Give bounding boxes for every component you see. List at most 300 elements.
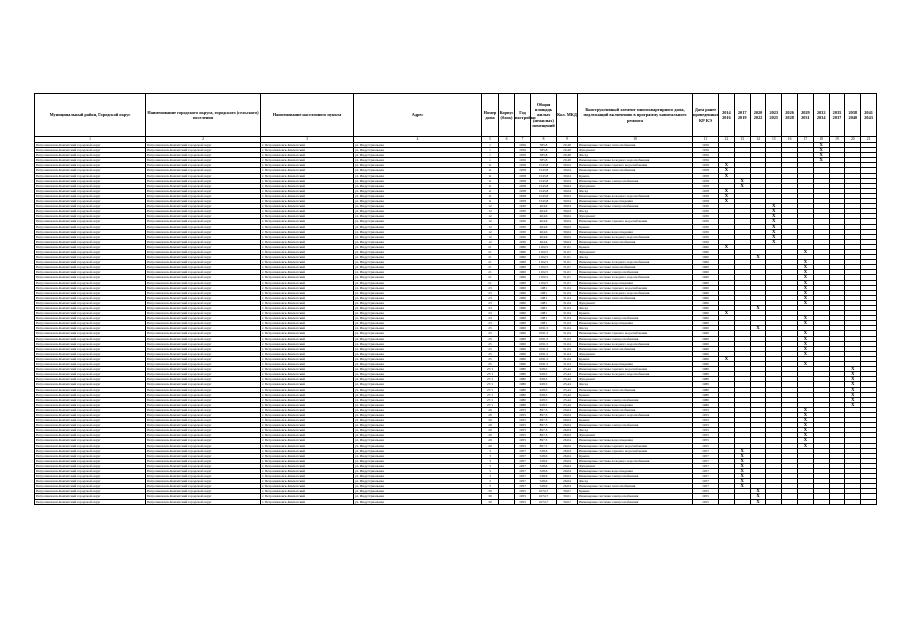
mkd-count-cell: 31,01	[557, 275, 578, 280]
area-cell: 897,3	[531, 433, 557, 438]
mkd-count-cell: 39,04	[557, 224, 578, 229]
period-cell: Х	[750, 255, 766, 260]
area-cell: 1081	[531, 316, 557, 321]
area-cell: 528,6	[531, 474, 557, 479]
settlement-cell: Петропавловск-Камчатский городской округ	[146, 311, 261, 316]
house-number-cell: 3	[482, 469, 499, 474]
settlement-cell: Петропавловск-Камчатский городской округ	[146, 423, 261, 428]
district-cell: Петропавловск-Камчатский городской округ	[35, 229, 146, 234]
period-cell: Х	[813, 148, 829, 153]
period-cell: Х	[845, 392, 861, 397]
previous-repair-date-cell: 1958	[693, 193, 719, 198]
street-cell: ул. Индустриальная	[354, 331, 482, 336]
period-cell: Х	[845, 402, 861, 407]
district-cell: Петропавловск-Камчатский городской округ	[35, 153, 146, 158]
period-cell: Х	[766, 224, 782, 229]
year-built-cell: 1955	[515, 428, 531, 433]
settlement-cell: Петропавловск-Камчатский городской округ	[146, 249, 261, 254]
year-built-cell: 1960	[515, 331, 531, 336]
period-cell: Х	[750, 494, 766, 499]
street-cell: ул. Индустриальная	[354, 199, 482, 204]
district-cell: Петропавловск-Камчатский городской округ	[35, 326, 146, 331]
structural-element-cell: Инженерные системы теплоснабжения	[578, 143, 693, 148]
locality-cell: г. Петропавловск-Камчатский	[261, 183, 354, 188]
year-built-cell: 1930	[515, 219, 531, 224]
period-cell: Х	[797, 438, 813, 443]
structural-element-cell: Фасад	[578, 382, 693, 387]
locality-cell: г. Петропавловск-Камчатский	[261, 311, 354, 316]
area-cell: 897,3	[531, 438, 557, 443]
area-cell: 1102,5	[531, 249, 557, 254]
house-number-cell: 3	[482, 448, 499, 453]
previous-repair-date-cell: 1957	[693, 484, 719, 489]
district-cell: Петропавловск-Камчатский городской округ	[35, 423, 146, 428]
settlement-cell: Петропавловск-Камчатский городской округ	[146, 188, 261, 193]
previous-repair-date-cell: 1960	[693, 244, 719, 249]
settlement-cell: Петропавловск-Камчатский городской округ	[146, 214, 261, 219]
district-cell: Петропавловск-Камчатский городской округ	[35, 199, 146, 204]
mkd-count-cell: 26,04	[557, 448, 578, 453]
mkd-count-cell: 31,04	[557, 362, 578, 367]
district-cell: Петропавловск-Камчатский городской округ	[35, 341, 146, 346]
locality-cell: г. Петропавловск-Камчатский	[261, 285, 354, 290]
structural-element-cell: Фундамент	[578, 377, 693, 382]
area-cell: 897,3	[531, 407, 557, 412]
mkd-count-cell: 26,04	[557, 407, 578, 412]
structural-element-cell: Инженерные системы электроснабжения	[578, 316, 693, 321]
year-built-cell: 1930	[515, 204, 531, 209]
structural-element-cell: Фасад	[578, 255, 693, 260]
district-cell: Петропавловск-Камчатский городской округ	[35, 407, 146, 412]
settlement-cell: Петропавловск-Камчатский городской округ	[146, 158, 261, 163]
street-cell: ул. Индустриальная	[354, 224, 482, 229]
period-cell: Х	[797, 407, 813, 412]
column-number: 7	[515, 137, 531, 143]
mkd-count-cell: 31,04	[557, 306, 578, 311]
period-cell: Х	[719, 199, 735, 204]
house-number-cell: 27/1	[482, 387, 499, 392]
year-built-cell: 1980	[515, 382, 531, 387]
previous-repair-date-cell: 1960	[693, 285, 719, 290]
house-number-cell: 12	[482, 224, 499, 229]
house-number-cell: 29	[482, 423, 499, 428]
street-cell: ул. Индустриальная	[354, 469, 482, 474]
structural-element-cell: Инженерные системы теплоснабжения	[578, 265, 693, 270]
mkd-count-cell: 30,04	[557, 193, 578, 198]
district-cell: Петропавловск-Камчатский городской округ	[35, 239, 146, 244]
previous-repair-date-cell: 1960	[693, 290, 719, 295]
area-cell: 1074,7	[531, 489, 557, 494]
house-number-cell: 30	[482, 489, 499, 494]
period-cell	[813, 499, 829, 504]
house-number-cell: 27/1	[482, 382, 499, 387]
previous-repair-date-cell: 1980	[693, 377, 719, 382]
house-number-cell: 27/1	[482, 377, 499, 382]
district-cell: Петропавловск-Камчатский городской округ	[35, 255, 146, 260]
column-number: 16	[782, 137, 798, 143]
district-cell: Петропавловск-Камчатский городской округ	[35, 280, 146, 285]
district-cell: Петропавловск-Камчатский городской округ	[35, 173, 146, 178]
period-cell: Х	[845, 387, 861, 392]
area-cell: 528,6	[531, 479, 557, 484]
locality-cell: г. Петропавловск-Камчатский	[261, 407, 354, 412]
settlement-cell: Петропавловск-Камчатский городской округ	[146, 489, 261, 494]
settlement-cell: Петропавловск-Камчатский городской округ	[146, 229, 261, 234]
mkd-count-cell: 31,04	[557, 336, 578, 341]
house-number-cell: 21	[482, 255, 499, 260]
mkd-count-cell: 31,04	[557, 285, 578, 290]
street-cell: ул. Индустриальная	[354, 372, 482, 377]
settlement-cell: Петропавловск-Камчатский городской округ	[146, 499, 261, 504]
house-number-cell: 25	[482, 351, 499, 356]
settlement-cell: Петропавловск-Камчатский городской округ	[146, 453, 261, 458]
district-cell: Петропавловск-Камчатский городской округ	[35, 188, 146, 193]
district-cell: Петропавловск-Камчатский городской округ	[35, 224, 146, 229]
locality-cell: г. Петропавловск-Камчатский	[261, 418, 354, 423]
mkd-count-cell: 26,04	[557, 418, 578, 423]
locality-cell: г. Петропавловск-Камчатский	[261, 392, 354, 397]
locality-cell: г. Петропавловск-Камчатский	[261, 356, 354, 361]
year-built-cell: 1980	[515, 397, 531, 402]
locality-cell: г. Петропавловск-Камчатский	[261, 153, 354, 158]
house-number-cell: 27/1	[482, 397, 499, 402]
area-cell: 1081	[531, 306, 557, 311]
structural-element-cell: Фасад	[578, 153, 693, 158]
district-cell: Петропавловск-Камчатский городской округ	[35, 290, 146, 295]
locality-cell: г. Петропавловск-Камчатский	[261, 290, 354, 295]
house-number-cell: 12	[482, 229, 499, 234]
locality-cell: г. Петропавловск-Камчатский	[261, 163, 354, 168]
street-cell: ул. Индустриальная	[354, 239, 482, 244]
mkd-count-cell: 26,04	[557, 469, 578, 474]
structural-element-cell: Инженерные системы холодного водоснабжения	[578, 158, 693, 163]
period-cell: Х	[750, 306, 766, 311]
structural-element-cell: Крыша	[578, 392, 693, 397]
period-cell: Х	[734, 463, 750, 468]
locality-cell: г. Петропавловск-Камчатский	[261, 300, 354, 305]
street-cell: ул. Индустриальная	[354, 316, 482, 321]
period-cell: Х	[797, 433, 813, 438]
structural-element-cell: Крыша	[578, 453, 693, 458]
settlement-cell: Петропавловск-Камчатский городской округ	[146, 204, 261, 209]
locality-cell: г. Петропавловск-Камчатский	[261, 336, 354, 341]
year-built-cell: 1958	[515, 173, 531, 178]
year-built-cell: 1955	[515, 418, 531, 423]
locality-cell: г. Петропавловск-Камчатский	[261, 341, 354, 346]
mkd-count-cell: 25,44	[557, 402, 578, 407]
period-cell: Х	[734, 474, 750, 479]
previous-repair-date-cell: 1955	[693, 423, 719, 428]
district-cell: Петропавловск-Камчатский городской округ	[35, 412, 146, 417]
period-cell: Х	[797, 351, 813, 356]
street-cell: ул. Индустриальная	[354, 346, 482, 351]
structural-element-cell: Инженерные системы холодного водоснабжения	[578, 260, 693, 265]
column-number: 3	[261, 137, 354, 143]
settlement-cell: Петропавловск-Камчатский городской округ	[146, 234, 261, 239]
year-built-cell: 1956	[515, 153, 531, 158]
mkd-count-cell: 20,48	[557, 143, 578, 148]
area-cell: 1081	[531, 285, 557, 290]
year-built-cell: 1958	[515, 188, 531, 193]
structural-element-cell: Инженерные системы электроснабжения	[578, 336, 693, 341]
column-header: 2017 2019	[734, 94, 750, 137]
year-built-cell: 1960	[515, 249, 531, 254]
street-cell: ул. Индустриальная	[354, 244, 482, 249]
structural-element-cell: Инженерные системы электроснабжения	[578, 423, 693, 428]
column-header: Адрес	[354, 94, 482, 137]
locality-cell: г. Петропавловск-Камчатский	[261, 423, 354, 428]
period-cell: Х	[845, 372, 861, 377]
period-cell: Х	[797, 362, 813, 367]
mkd-count-cell: 39,04	[557, 239, 578, 244]
district-cell: Петропавловск-Камчатский городской округ	[35, 479, 146, 484]
house-number-cell: 3	[482, 463, 499, 468]
district-cell: Петропавловск-Камчатский городской округ	[35, 336, 146, 341]
settlement-cell: Петропавловск-Камчатский городской округ	[146, 326, 261, 331]
structural-element-cell: Фундамент	[578, 148, 693, 153]
previous-repair-date-cell: 1930	[693, 229, 719, 234]
street-cell: ул. Индустриальная	[354, 168, 482, 173]
locality-cell: г. Петропавловск-Камчатский	[261, 469, 354, 474]
locality-cell: г. Петропавловск-Камчатский	[261, 362, 354, 367]
column-number: 18	[813, 137, 829, 143]
structural-element-cell: Инженерные системы электроснабжения	[578, 270, 693, 275]
year-built-cell: 1930	[515, 229, 531, 234]
previous-repair-date-cell: 1958	[693, 199, 719, 204]
locality-cell: г. Петропавловск-Камчатский	[261, 306, 354, 311]
structural-element-cell: Фундамент	[578, 351, 693, 356]
locality-cell: г. Петропавловск-Камчатский	[261, 229, 354, 234]
area-cell: 1091,5	[531, 346, 557, 351]
year-built-cell: 1960	[515, 351, 531, 356]
previous-repair-date-cell: 1957	[693, 474, 719, 479]
year-built-cell: 1957	[515, 474, 531, 479]
area-cell: 1102,5	[531, 265, 557, 270]
settlement-cell: Петропавловск-Камчатский городской округ	[146, 463, 261, 468]
street-cell: ул. Индустриальная	[354, 158, 482, 163]
area-cell: 1102,5	[531, 244, 557, 249]
area-cell: 1081	[531, 311, 557, 316]
period-cell: Х	[719, 356, 735, 361]
structural-element-cell: Инженерные системы электроснабжения	[578, 474, 693, 479]
settlement-cell: Петропавловск-Камчатский городской округ	[146, 224, 261, 229]
district-cell: Петропавловск-Камчатский городской округ	[35, 275, 146, 280]
house-number-cell: 29	[482, 418, 499, 423]
street-cell: ул. Индустриальная	[354, 173, 482, 178]
structural-element-cell: Инженерные системы водоотведения	[578, 229, 693, 234]
year-built-cell: 1957	[515, 453, 531, 458]
column-header: Наименование населенного пункта	[261, 94, 354, 137]
house-number-cell: 21	[482, 280, 499, 285]
year-built-cell: 1960	[515, 255, 531, 260]
house-number-cell: 1	[482, 143, 499, 148]
area-cell: 404,6	[531, 204, 557, 209]
settlement-cell: Петропавловск-Камчатский городской округ	[146, 316, 261, 321]
column-header: 2014 2016	[719, 94, 735, 137]
year-built-cell: 1957	[515, 484, 531, 489]
locality-cell: г. Петропавловск-Камчатский	[261, 295, 354, 300]
building-cell	[499, 499, 515, 504]
house-number-cell: 25	[482, 341, 499, 346]
street-cell: ул. Индустриальная	[354, 458, 482, 463]
mkd-count-cell: 26,04	[557, 428, 578, 433]
mkd-count-cell: 39,04	[557, 229, 578, 234]
period-cell: Х	[797, 336, 813, 341]
area-cell: 1074,7	[531, 499, 557, 504]
period-cell: Х	[797, 265, 813, 270]
period-cell: Х	[797, 346, 813, 351]
previous-repair-date-cell: 1957	[693, 469, 719, 474]
structural-element-cell: Инженерные системы горячего водоснабжения	[578, 285, 693, 290]
house-number-cell: 11	[482, 173, 499, 178]
structural-element-cell: Инженерные системы холодного водоснабжения	[578, 412, 693, 417]
settlement-cell: Петропавловск-Камчатский городской округ	[146, 474, 261, 479]
column-number: 4	[354, 137, 482, 143]
area-cell: 928,5	[531, 367, 557, 372]
previous-repair-date-cell: 1958	[693, 168, 719, 173]
street-cell: ул. Индустриальная	[354, 275, 482, 280]
year-built-cell: 1960	[515, 346, 531, 351]
column-header: 2035 2037	[829, 94, 845, 137]
house-number-cell: 3	[482, 484, 499, 489]
district-cell: Петропавловск-Камчатский городской округ	[35, 158, 146, 163]
structural-element-cell: Фасад	[578, 188, 693, 193]
area-cell: 404,6	[531, 234, 557, 239]
area-cell: 1102,5	[531, 260, 557, 265]
house-number-cell: 23	[482, 300, 499, 305]
period-cell: Х	[797, 270, 813, 275]
settlement-cell: Петропавловск-Камчатский городской округ	[146, 193, 261, 198]
previous-repair-date-cell: 1956	[693, 143, 719, 148]
settlement-cell: Петропавловск-Камчатский городской округ	[146, 428, 261, 433]
mkd-count-cell: 39,04	[557, 219, 578, 224]
district-cell: Петропавловск-Камчатский городской округ	[35, 351, 146, 356]
year-built-cell: 1957	[515, 479, 531, 484]
mkd-count-cell: 31,04	[557, 356, 578, 361]
mkd-count-cell: 39,04	[557, 214, 578, 219]
mkd-count-cell: 39,04	[557, 209, 578, 214]
structural-element-cell: Инженерные системы холодного водоснабжения	[578, 193, 693, 198]
district-cell: Петропавловск-Камчатский городской округ	[35, 494, 146, 499]
period-cell: Х	[797, 412, 813, 417]
period-cell: Х	[797, 275, 813, 280]
mkd-count-cell: 25,44	[557, 387, 578, 392]
house-number-cell: 29	[482, 433, 499, 438]
area-cell: 897,3	[531, 412, 557, 417]
settlement-cell: Петропавловск-Камчатский городской округ	[146, 494, 261, 499]
mkd-count-cell: 31,04	[557, 311, 578, 316]
settlement-cell: Петропавловск-Камчатский городской округ	[146, 336, 261, 341]
settlement-cell: Петропавловск-Камчатский городской округ	[146, 469, 261, 474]
period-cell: Х	[766, 239, 782, 244]
structural-element-cell: Инженерные системы электроснабжения	[578, 499, 693, 504]
district-cell: Петропавловск-Камчатский городской округ	[35, 244, 146, 249]
settlement-cell: Петропавловск-Камчатский городской округ	[146, 341, 261, 346]
previous-repair-date-cell: 1960	[693, 336, 719, 341]
year-built-cell: 1960	[515, 326, 531, 331]
district-cell: Петропавловск-Камчатский городской округ	[35, 387, 146, 392]
column-header: Муниципальный район, Городской округ	[35, 94, 146, 137]
year-built-cell: 1980	[515, 377, 531, 382]
column-header: 2023 2025	[766, 94, 782, 137]
locality-cell: г. Петропавловск-Камчатский	[261, 158, 354, 163]
area-cell: 1081	[531, 290, 557, 295]
district-cell: Петропавловск-Камчатский городской округ	[35, 433, 146, 438]
settlement-cell: Петропавловск-Камчатский городской округ	[146, 443, 261, 448]
structural-element-cell: Крыша	[578, 173, 693, 178]
year-built-cell: 1956	[515, 148, 531, 153]
settlement-cell: Петропавловск-Камчатский городской округ	[146, 346, 261, 351]
locality-cell: г. Петропавловск-Камчатский	[261, 412, 354, 417]
year-built-cell: 1956	[515, 143, 531, 148]
year-built-cell: 1958	[515, 199, 531, 204]
district-cell: Петропавловск-Камчатский городской округ	[35, 402, 146, 407]
period-cell: Х	[797, 300, 813, 305]
street-cell: ул. Индустриальная	[354, 377, 482, 382]
area-cell: 1543,8	[531, 183, 557, 188]
structural-element-cell: Инженерные системы теплоснабжения	[578, 484, 693, 489]
settlement-cell: Петропавловск-Камчатский городской округ	[146, 321, 261, 326]
column-number: 17	[797, 137, 813, 143]
year-built-cell: 1955	[515, 433, 531, 438]
mkd-count-cell: 30,04	[557, 178, 578, 183]
structural-element-cell: Фасад	[578, 428, 693, 433]
street-cell: ул. Индустриальная	[354, 234, 482, 239]
area-cell: 528,6	[531, 453, 557, 458]
previous-repair-date-cell: 1955	[693, 438, 719, 443]
year-built-cell: 1960	[515, 362, 531, 367]
structural-element-cell: Инженерные системы холодного водоснабжения	[578, 458, 693, 463]
previous-repair-date-cell: 1960	[693, 275, 719, 280]
structural-element-cell: Фасад	[578, 479, 693, 484]
year-built-cell: 1930	[515, 214, 531, 219]
settlement-cell: Петропавловск-Камчатский городской округ	[146, 433, 261, 438]
street-cell: ул. Индустриальная	[354, 351, 482, 356]
mkd-count-cell: 25,44	[557, 397, 578, 402]
period-cell: Х	[797, 280, 813, 285]
mkd-count-cell: 30,04	[557, 163, 578, 168]
previous-repair-date-cell: 1956	[693, 148, 719, 153]
mkd-count-cell: 26,04	[557, 453, 578, 458]
house-number-cell: 23	[482, 306, 499, 311]
structural-element-cell: Фасад	[578, 326, 693, 331]
area-cell: 528,6	[531, 463, 557, 468]
period-cell: Х	[734, 479, 750, 484]
street-cell: ул. Индустриальная	[354, 453, 482, 458]
locality-cell: г. Петропавловск-Камчатский	[261, 214, 354, 219]
area-cell: 1543,8	[531, 199, 557, 204]
area-cell: 404,6	[531, 209, 557, 214]
street-cell: ул. Индустриальная	[354, 295, 482, 300]
column-header: Корпус (блок)	[499, 94, 515, 137]
settlement-cell: Петропавловск-Камчатский городской округ	[146, 362, 261, 367]
settlement-cell: Петропавловск-Камчатский городской округ	[146, 183, 261, 188]
structural-element-cell: Инженерные системы холодного водоснабжения	[578, 234, 693, 239]
structural-element-cell: Фундамент	[578, 214, 693, 219]
district-cell: Петропавловск-Камчатский городской округ	[35, 260, 146, 265]
area-cell: 404,6	[531, 239, 557, 244]
house-number-cell: 11	[482, 178, 499, 183]
area-cell: 1091,5	[531, 341, 557, 346]
column-header: Конструктивный элемент многоквартирного дома, подлежащий включению в программу капитального ремонта	[578, 94, 693, 137]
street-cell: ул. Индустриальная	[354, 407, 482, 412]
settlement-cell: Петропавловск-Камчатский городской округ	[146, 270, 261, 275]
house-number-cell: 12	[482, 214, 499, 219]
house-number-cell: 11	[482, 199, 499, 204]
settlement-cell: Петропавловск-Камчатский городской округ	[146, 178, 261, 183]
locality-cell: г. Петропавловск-Камчатский	[261, 321, 354, 326]
mkd-count-cell: 31,04	[557, 326, 578, 331]
